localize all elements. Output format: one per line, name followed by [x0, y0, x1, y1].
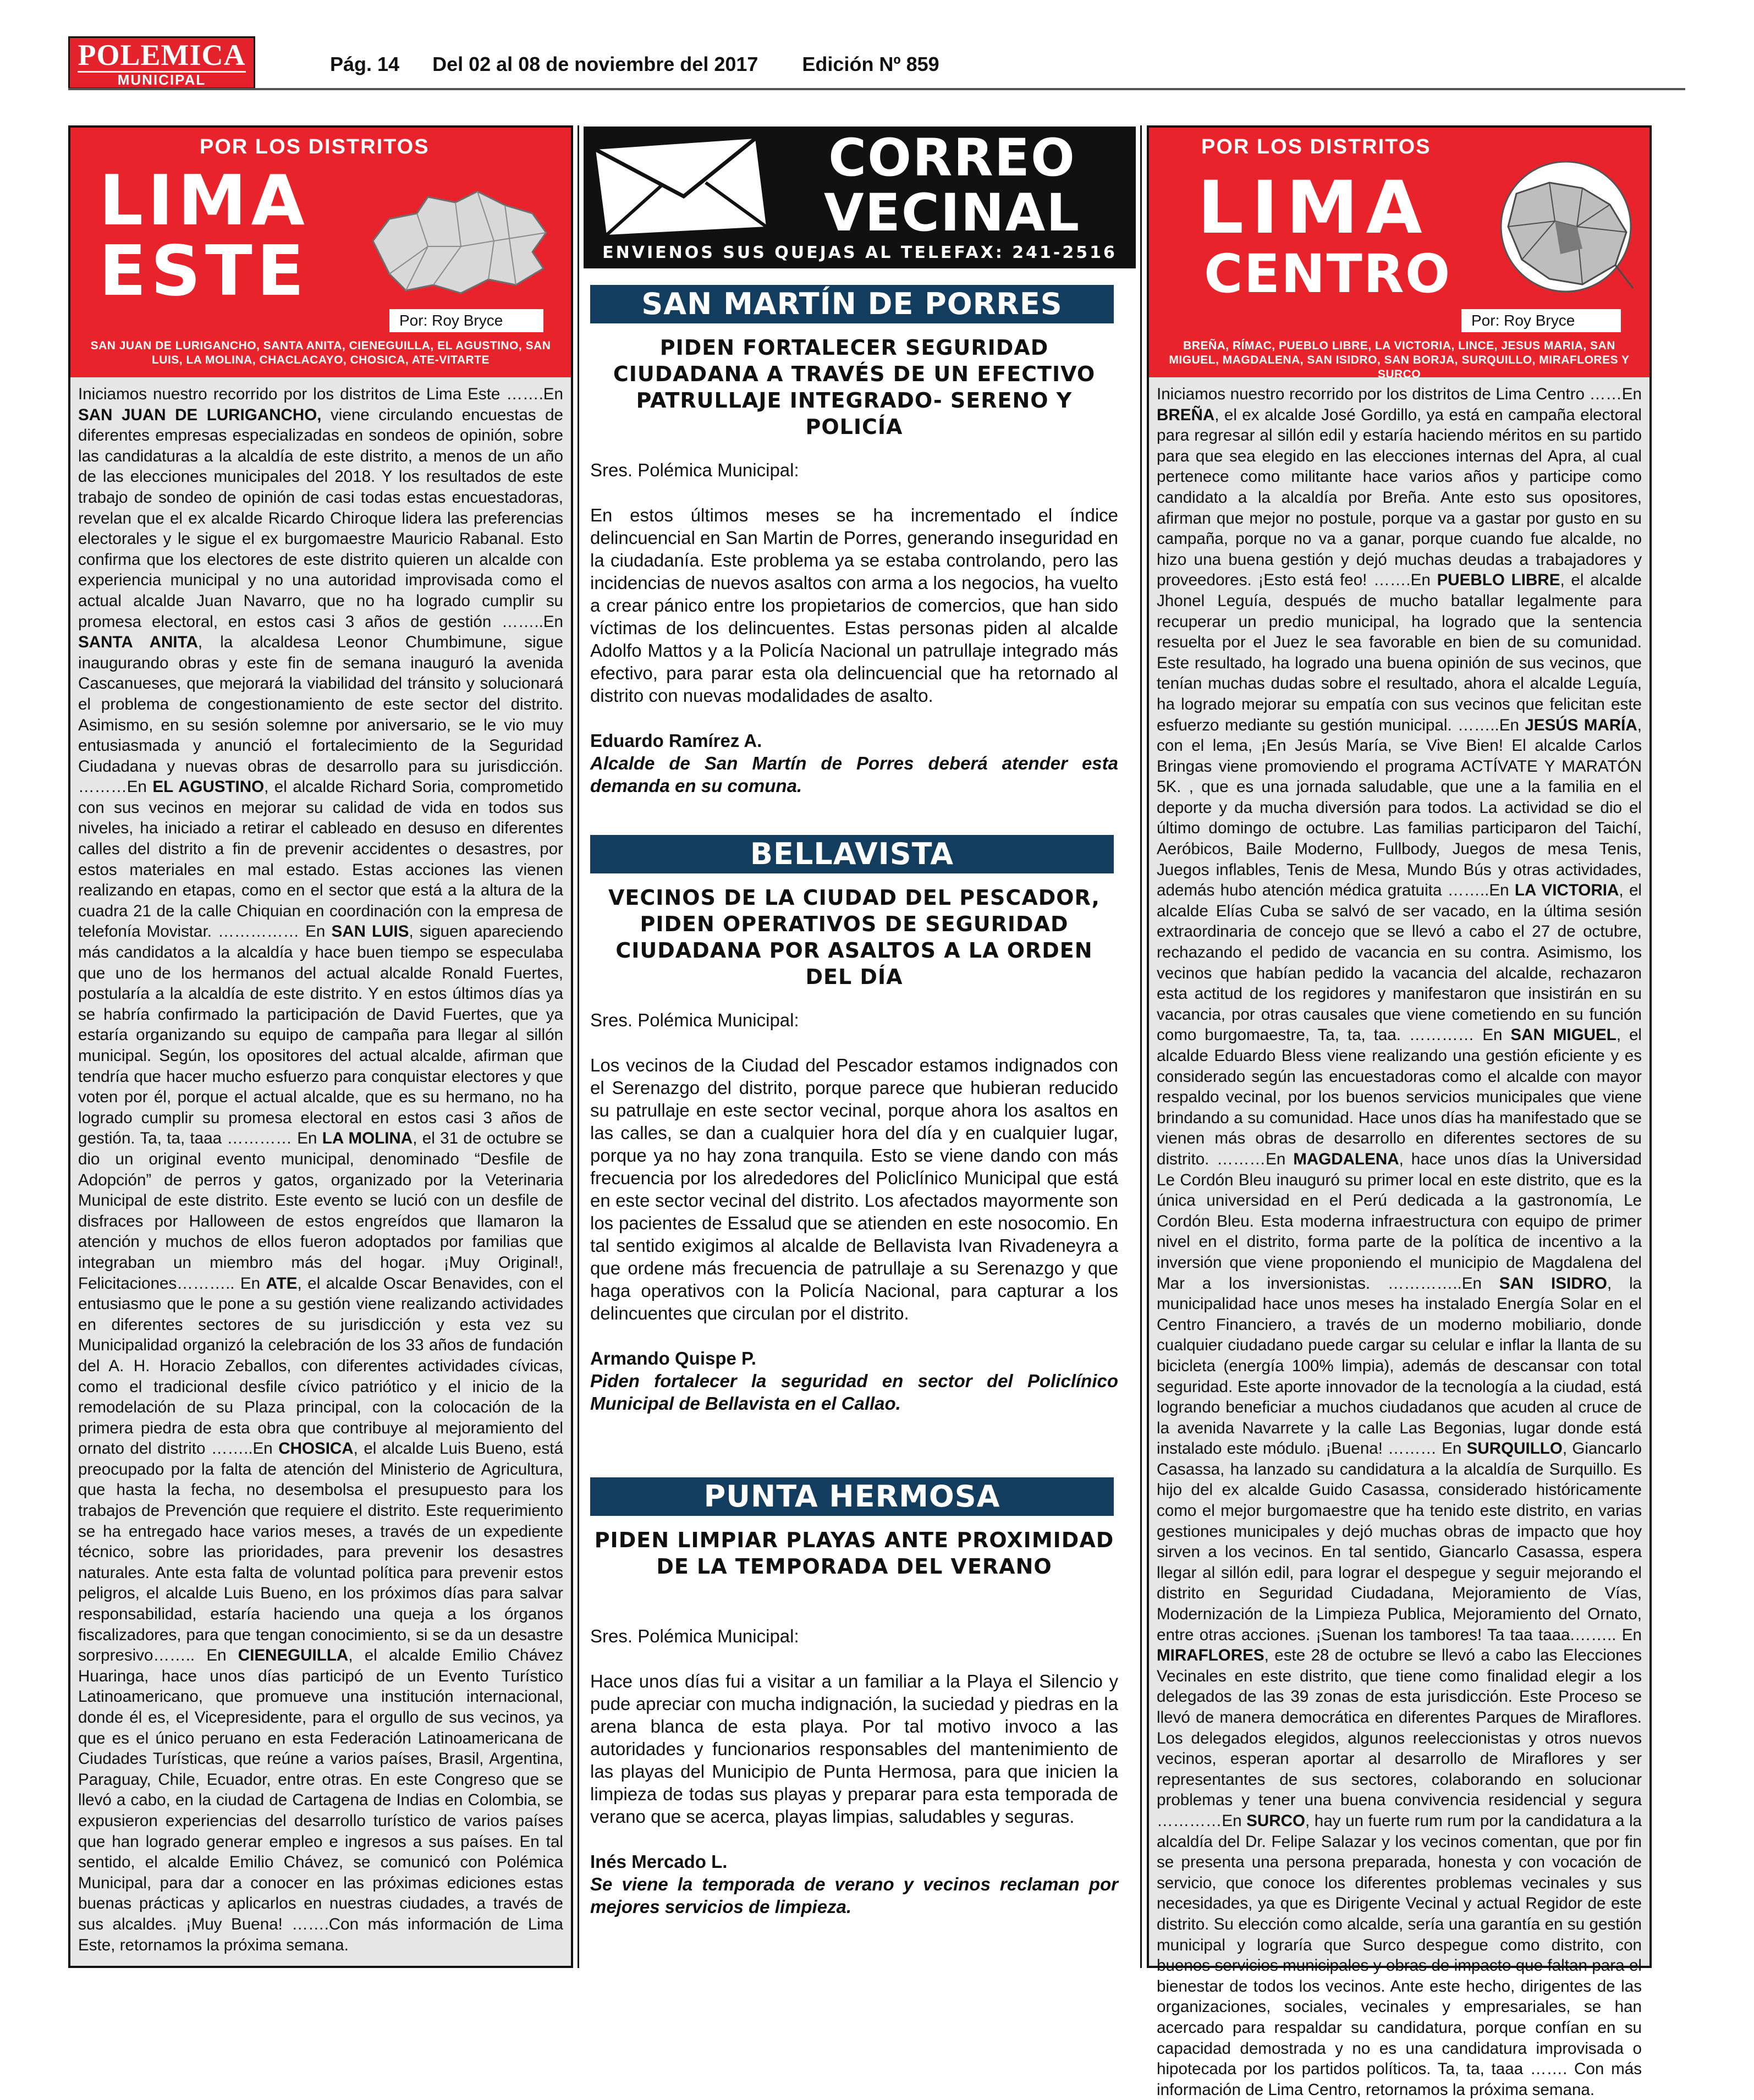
- district-name: LA MOLINA: [322, 1129, 413, 1148]
- article-text: , el alcalde Eduardo Bless viene realizando una gestión eficiente y es considerado según las encuestadoras como el alcalde con mayor respaldo vecinal, por los buenos servicios municipales que viene brindando a su comunidad. Hace unos días ha manifestado que se vienen más obras de desarrollo en diferentes sectores de su distrito. ………En: [1157, 1026, 1642, 1168]
- district-name: SURCO: [1246, 1811, 1306, 1830]
- district-name: SANTA ANITA: [78, 633, 198, 652]
- lima-este-map-icon: [367, 180, 554, 301]
- article-text: , el alcalde Jhonel Leguía, después de mucho batallar legalmente para recuperar un predio municipal, ha logrado que la sentencia resuelta por el Juez le sea favorable en bien de su comunidad. Este resultado, ha logrado una buena opinión de sus vecinos, que tenían muchas dudas sobre el resultado, ahora el alcalde Leguía, ha logrado mejorar su empatía con sus vecinos que felicitan este esfuerzo mediante su gestión municipal. ……..En: [1157, 571, 1642, 734]
- district-name: SAN LUIS: [331, 922, 409, 941]
- lima-centro-title-1: LIMA: [1197, 166, 1430, 250]
- headline-san-martin: PIDEN FORTALECER SEGURIDAD CIUDADANA A TRAVÉS DE UN EFECTIVO PATRULLAJE INTEGRADO- SERENO Y POLICÍA: [613, 336, 1096, 439]
- correo-title: [776, 128, 1128, 243]
- district-name: MAGDALENA: [1293, 1150, 1399, 1168]
- article-text: , Giancarlo Casassa, ha lanzado su candidatura a la alcaldía de Surquillo. Es hijo del ex alcalde Guido Casassa, considerado históricamente como el mejor burgomaestre que ha tenido este distrito, en varias gestiones municipales y dejó muchas obras de impacto que hoy sirven a los vecinos. En tal sentido, Giancarlo Casassa, espera llegar al sillón edil, para lograr el despegue y seguir mejorando el distrito en Seguridad Ciudadana, Mejoramiento de Vías, Modernización de la Limpieza Publica, Mejoramiento del Ornato, entre otras acciones. ¡Suenan los tambores! Ta taa taaa.…….. En: [1157, 1439, 1642, 1644]
- publication-logo: [68, 36, 255, 89]
- lima-centro-column: [1147, 125, 1652, 2099]
- letter-body: En estos últimos meses se ha incrementado el índice delincuencial en San Martin de Porres, generando inseguridad en la ciudadanía. Este problema ya se estaba controlando, pero las incidencias de nuevos asaltos con arma a los negocios, ha vuelto a crear pánico entre los propietarios de comercios, que han sido víctimas de los delincuentes. Estas personas piden al alcalde Adolfo Mattos y a la Policía Nacional un patrullaje integrado más efectivo, para parar esta ola delincuencial que ha retornado al distrito con nuevas modalidades de asalto.: [590, 505, 1118, 706]
- lima-este-districts: SAN JUAN DE LURIGANCHO, SANTA ANITA, CIENEGUILLA, EL AGUSTINO, SAN LUIS, LA MOLINA, CHACLACAYO, CHOSICA, ATE-VITARTE: [70, 334, 571, 377]
- district-name: BREÑA: [1157, 405, 1215, 424]
- envelope-icon: [590, 133, 772, 238]
- logo-sub-text: MUNICIPAL: [78, 71, 246, 87]
- district-name: SAN MIGUEL: [1510, 1026, 1616, 1044]
- correo-vecinal-column: [578, 125, 1142, 1968]
- district-name: PUEBLO LIBRE: [1437, 571, 1560, 590]
- article-text: , con el lema, ¡En Jesús María, se Vive Bien! El alcalde Carlos Bringas viene promoviendo el programa ACTÍVATE Y MARATÓN 5K. , que es una jornada saludable, que une a la familia en el deporte y da mucha diversión para todos. La actividad se dio el último domingo de octubre. Las familias participaron del Taichí, Aeróbicos, Baile Moderno, Fullbody, Juegos de mesa Tenis, Juegos inflables, Tenis de Mesa, Mundo Bús y otras actividades, además hubo atención médica gratuita ……..En: [1157, 716, 1642, 900]
- logo-main-text: POLEMICA: [78, 39, 246, 72]
- lima-centro-title-2: CENTRO: [1204, 243, 1451, 305]
- article-text: , el alcalde Emilio Chávez Huaringa, hace unos días participó de un Evento Turístico Latinoamericano, que promueve una institución internacional, donde él es, el Vicepresidente, para el orgullo de sus vecinos, ya que es el único peruano en esta Federación Latinoamericana de Ciudades Turísticas, que reúne a varios países, Brasil, Argentina, Paraguay, Chile, Ecuador, entre otras. En este Congreso que se llevó a cabo, en la ciudad de Cartagena de Indias en Colombia, se expusieron experiencias del desarrollo turístico de varios países que han logrado generar empleo e ingresos a sus países. En tal sentido, el alcalde Emilio Chávez, se comunicó con Polémica Municipal, para dar a conocer en las próximas ediciones estas buenas prácticas y aplicarlos en nuestras ciudades, a través de sus alcaldes. ¡Muy Buena! …….Con más información de Lima Este, retornamos la próxima semana.: [78, 1646, 563, 1954]
- article-text: , la alcaldesa Leonor Chumbimune, sigue inaugurando obras y este fin de semana inauguró la avenida Cascanueses, que mejorará la viabilidad del tránsito y solucionará el problema de congestionamiento de este sector del distrito. Asimismo, en su sesión solemne por aniversario, se le vio muy entusiasmada y anunció el fortalecimiento de la Seguridad Ciudadana y nuevas obras de desarrollo para su jurisdicción. ………En: [78, 633, 563, 796]
- lima-centro-kicker: POR LOS DISTRITOS: [1201, 135, 1431, 158]
- header-rule: [68, 88, 1685, 90]
- page-number: Pág. 14: [330, 53, 400, 75]
- edition-number: Edición Nº 859: [802, 53, 939, 75]
- letter-greeting: Sres. Polémica Municipal:: [590, 460, 799, 480]
- letter-greeting: Sres. Polémica Municipal:: [590, 1626, 799, 1646]
- article-text: , hay un fuerte rum rum por la candidatura a la alcaldía del Dr. Felipe Salazar y los vecinos comentan, que por fin se presenta una persona preparada, honesta y con vocación de servicio, que conoce los diferentes problemas vecinales y sus necesidades, ya que es Dirigente Vecinal y actual Regidor de este distrito. Su elección como alcalde, sería una garantía en su gestión municipal y lograría que Surco despegue como distrito, con buenos servicios municipales y obras de impacto que faltan para el bienestar de todos los vecinos. Ante este hecho, dirigentes de las organizaciones, sociales, vecinales y empresariales, se han acercado para respaldar su candidatura, porque confían en su capacidad demostrada y no es una candidatura improvisada o hipotecada por los partidos políticos. Ta, ta, taaa ……. Con más información de Lima Centro, retornamos la próxima semana.: [1157, 1811, 1642, 2099]
- headline-bellavista: VECINOS DE LA CIUDAD DEL PESCADOR, PIDEN OPERATIVOS DE SEGURIDAD CIUDADANA POR ASALTOS A LA ORDEN DEL DÍA: [608, 886, 1100, 989]
- article-text: viene circulando encuestas de diferentes empresas especializadas en sondeos de opinión, sobre las candidaturas a la alcaldía de este distrito, a menos de un año de las elecciones municipales del 2018. Y los resultados de este trabajo de sondeo de opinión de casi todas estas encuestadoras, revelan que el ex alcalde Ricardo Chiroque lidera las preferencias electorales y le sigue el ex burgomaestre Mauricio Rabanal. Esto confirma que los electores de este distrito quieren un alcalde con experiencia municipal y no una autoridad improvisada como el actual alcalde Juan Navarro, que no ha logrado cumplir su promesa electoral, en estos casi 3 años de gestión ……..En: [78, 405, 564, 631]
- lima-centro-byline: Por: Roy Bryce: [1461, 309, 1621, 332]
- headline-punta-hermosa: PIDEN LIMPIAR PLAYAS ANTE PROXIMIDAD DE LA TEMPORADA DEL VERANO: [594, 1528, 1114, 1579]
- article-text: , siguen apareciendo más candidatos a la alcaldía y hace buen tiempo se especulaba que uno de los hermanos del actual alcalde Ronald Fuertes, postularía a la alcaldía de este distrito. Y en estos últimos días ya se habría confirmado la participación de David Fuertes, que ya estaría organizando su equipo de campaña para llegar al sillón municipal. Según, los opositores del actual alcalde, afirman que tendría que hacer mucho esfuerzo para conquistar electores y que voten por él, porque el actual alcalde, que es su hermano, no ha logrado cumplir su promesa electoral en estos casi 3 años de gestión. Ta, ta, taaa ………… En: [78, 922, 563, 1148]
- letter-editor-note: Alcalde de San Martín de Porres deberá atender esta demanda en su comuna.: [590, 753, 1118, 796]
- district-name: MIRAFLORES: [1157, 1646, 1264, 1665]
- correo-title-line-1: CORREO: [828, 128, 1076, 188]
- lima-este-byline: Por: Roy Bryce: [389, 309, 543, 332]
- page-header: [330, 53, 939, 76]
- lima-este-article: [78, 384, 563, 1955]
- section-bar-san-martin: SAN MARTÍN DE PORRES: [590, 285, 1114, 323]
- article-text: , el ex alcalde José Gordillo, ya está en campaña electoral para regresar al sillón edil y estaría haciendo méritos en su partido para que sea elegido en las elecciones internas del Apra, al cual pertenece como militante hace varios años y participe como candidato a la alcaldía por Breña. Ante esto sus opositores, afirman que mejor no postule, porque va a gastar por gusto en su campaña, porque no va a ganar, porque cuando fue alcalde, no hizo una buena gestión y dejó muchas deudas a trabajadores y proveedores. ¡Esto está feo! …….En: [1157, 405, 1642, 590]
- lima-este-kicker: POR LOS DISTRITOS: [200, 135, 430, 158]
- letter-san-martin: [590, 459, 1118, 797]
- lima-este-title-2: ESTE: [99, 230, 309, 311]
- district-name: SURQUILLO: [1466, 1439, 1563, 1458]
- letter-signer: Inés Mercado L.: [590, 1851, 728, 1872]
- article-text: , este 28 de octubre se llevó a cabo las Elecciones Vecinales en este distrito, que tiene como finalidad elegir a los delegados de las 39 zonas de esta jurisdicción. Este Proceso se llevó de manera democrática en diferentes Parques de Miraflores. Los delegados elegidos, algunos reeleccionistas y otros nuevos vecinos, esperan aportar al desarrollo de Miraflores y ser representantes de sus sectores, colaborando en solucionar problemas y tener una buena convivencia residencial y segura …………En: [1157, 1646, 1642, 1830]
- section-bar-bellavista: BELLAVISTA: [590, 835, 1114, 873]
- article-text: , el alcalde Elías Cuba se salvó de ser vacado, en la última sesión extraordinaria de concejo que se llevó a cabo el 27 de octubre, rechazando el pedido de vacancia en su contra. Asimismo, los vecinos que habían pedido la vacancia del alcalde, rechazaron esta actitud de los regidores y manifestaron que insistirán en su vacancia, por otras causales que viene cometiendo en su función como burgomaestre, Ta, ta, taa. ………… En: [1157, 881, 1642, 1044]
- letter-body: Los vecinos de la Ciudad del Pescador estamos indignados con el Serenazgo del distrito, porque parece que hubieran reducido su patrullaje en este sector vecinal, porque ahora los asaltos en las calles, se dan a cualquier hora del día y en cualquier lugar, porque ya no hay zona tranquila. Esto se viene dando con más frecuencia por los alrededores del Policlínico Municipal que está en este sector vecinal del distrito. Los afectados mayormente son los pacientes de Essalud que se atienden en este nosocomio. En tal sentido exigimos al alcalde de Bellavista Ivan Rivadeneyra a que ordene más frecuencia de patrullaje a su Serenazgo y que haga operativos con la Policía Nacional, para capturar a los delincuentes que circulan por el distrito.: [590, 1055, 1118, 1323]
- lima-este-banner: [70, 128, 571, 334]
- article-text: Iniciamos nuestro recorrido por los distritos de Lima Este …….En: [78, 385, 563, 403]
- lima-este-title-1: LIMA: [99, 160, 310, 241]
- letter-editor-note: Piden fortalecer la seguridad en sector del Policlínico Municipal de Bellavista en el Callao.: [590, 1371, 1118, 1414]
- district-name: CIENEGUILLA: [238, 1646, 349, 1665]
- district-name: CHOSICA: [278, 1439, 354, 1458]
- letter-punta-hermosa: [590, 1625, 1118, 1918]
- lima-centro-article: [1157, 384, 1642, 2100]
- district-name: SAN ISIDRO: [1499, 1274, 1607, 1293]
- district-name: ATE: [266, 1274, 298, 1293]
- correo-title-line-2: VECINAL: [823, 183, 1081, 243]
- section-bar-punta-hermosa: PUNTA HERMOSA: [590, 1477, 1114, 1516]
- issue-date: Del 02 al 08 de noviembre del 2017: [432, 53, 758, 75]
- article-text: , el alcalde Luis Bueno, está preocupado por la falta de atención del Ministerio de Agricultura, que hasta la fecha, no desembolsa el presupuesto para los trabajos de Prevención que requiere el distrito. Este requerimiento se ha entregado hace varios meses, a través de un expediente técnico, sobre las prioridades, para prevenir los desastres naturales. Ante esta falta de voluntad política para prevenir estos peligros, el alcalde Luis Bueno, en los próximos días para salvar responsabilidad, estaría haciendo una queja a los órganos fiscalizadores, para que tengan conocimiento, si se da un desastre sorpresivo…….. En: [78, 1439, 563, 1665]
- lima-centro-map-icon: [1489, 161, 1648, 298]
- lima-centro-banner: [1149, 128, 1649, 334]
- letter-signer: Eduardo Ramírez A.: [590, 730, 762, 751]
- article-text: , el 31 de octubre se dio un original evento municipal, denominado “Desfile de Adopción” de perros y gatos, organizado por la Veterinaria Municipal de este distrito. Este evento se lució con un desfile de disfraces por Halloween de estos engreídos que llamaron la atención y muchos de ellos fueron adoptados por familias que integraban un miembro más del hogar. ¡Muy Original!, Felicitaciones……….. En: [78, 1129, 563, 1293]
- letter-signer: Armando Quispe P.: [590, 1348, 756, 1368]
- lima-centro-districts: BREÑA, RÍMAC, PUEBLO LIBRE, LA VICTORIA, LINCE, JESUS MARIA, SAN MIGUEL, MAGDALENA, SAN ISIDRO, SAN BORJA, SURQUILLO, MIRAFLORES Y SURCO: [1149, 334, 1649, 377]
- article-text: , hace unos días la Universidad Le Cordón Bleu inauguró su primer local en este distrito, que es la única universidad en el Perú dedicada a la gastronomía, Le Cordón Bleu. Esta moderna infraestructura con equipo de primer nivel en el distrito, forma parte de la política de incentivo a la inversión que viene proponiendo el municipio de Magdalena del Mar a los inversionistas. …………..En: [1157, 1150, 1642, 1293]
- correo-tagline: ENVIENOS SUS QUEJAS AL TELEFAX: 241-2516: [602, 243, 1117, 262]
- district-name: SAN JUAN DE LURIGANCHO,: [78, 405, 322, 424]
- article-text: , la municipalidad hace unos meses ha instalado Energía Solar en el Centro Financiero, a través de un moderno mobiliario, donde cualquier ciudadano puede cargar su celular e inflar la llanta de su bicicleta (energía 100% limpia), además de descansar con total seguridad. Este aporte innovador de la tecnología a la ciudad, está logrando beneficiar a muchos ciudadanos que acuden al cruce de la avenida Navarrete y la calle Las Begonias, lugar donde está instalado este módulo. ¡Buena! ……… En: [1157, 1274, 1642, 1458]
- article-text: Iniciamos nuestro recorrido por los distritos de Lima Centro ……En: [1157, 385, 1642, 403]
- article-text: , el alcalde Oscar Benavides, con el entusiasmo que le pone a su gestión viene realizando actividades en diferentes sectores de su jurisdicción y esta vez su Municipalidad organizó la celebración de los 33 años de fundación del A. H. Horacio Zeballos, con diferentes actividades cívicas, como el tradicional desfile cívico patriótico y el inicio de la remodelación de su Plaza principal, con la colocación de la primera piedra de esta obra que contribuye al mejoramiento del ornato del distrito ……..En: [78, 1274, 563, 1458]
- letter-body: Hace unos días fui a visitar a un familiar a la Playa el Silencio y pude apreciar con mucha indignación, la suciedad y piedras en la arena blanca de esta playa. Por tal motivo invoco a las autoridades y funcionarios responsables del mantenimiento de las playas del Municipio de Punta Hermosa, para que inicien la limpieza de todas sus playas y preparar para esta temporada de verano que se acerca, playas limpias, saludables y seguras.: [590, 1671, 1118, 1827]
- lima-este-column: [68, 125, 573, 1968]
- letter-greeting: Sres. Polémica Municipal:: [590, 1010, 799, 1030]
- district-name: LA VICTORIA: [1514, 881, 1619, 900]
- article-text: , el alcalde Richard Soria, comprometido con sus vecinos en mejorar su calidad de vida en todos sus niveles, ha iniciado a retirar el cableado en desuso en diferentes calles del distrito a fin de prevenir accidentes o desastres, por estos materiales en mal estado. Estas acciones las vienen realizando en etapas, como en el sector que está a la altura de la cuadra 21 de la calle Chiquian en coordinación con la empresa de telefonía Movistar. …………… En: [78, 778, 563, 941]
- letter-editor-note: Se viene la temporada de verano y vecinos reclaman por mejores servicios de limpieza.: [590, 1874, 1118, 1917]
- district-name: EL AGUSTINO: [152, 778, 265, 796]
- district-name: JESÚS MARÍA: [1525, 716, 1637, 734]
- letter-bellavista: [590, 1009, 1118, 1415]
- correo-vecinal-header: [584, 127, 1136, 268]
